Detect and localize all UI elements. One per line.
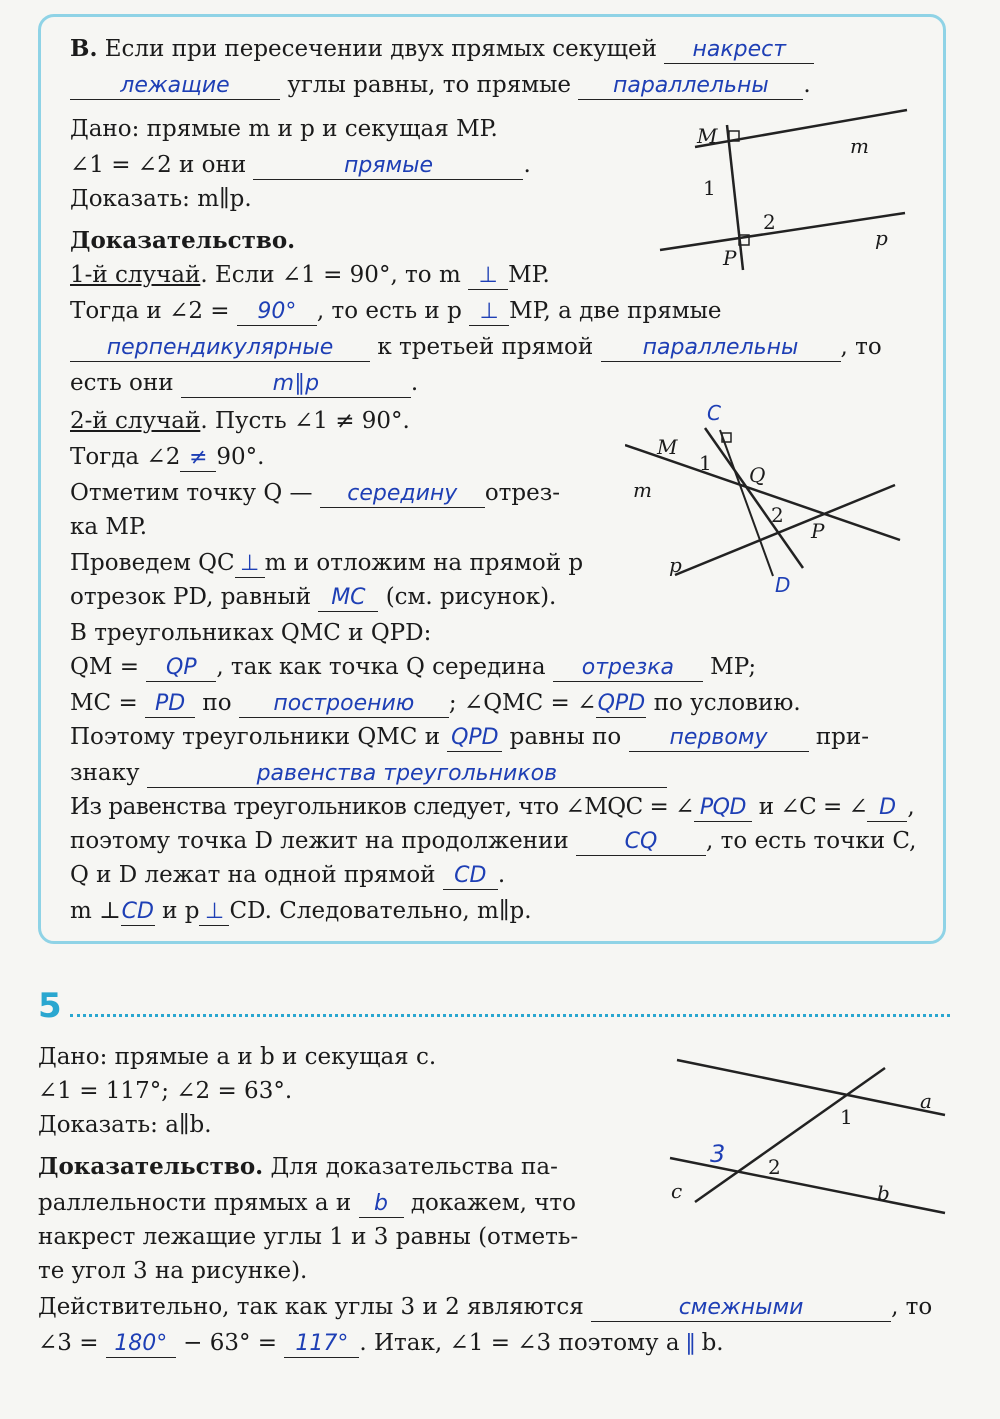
answer-field: параллельны: [578, 73, 803, 100]
label-1: 1: [703, 176, 716, 200]
figure-perpendicular-lines: [655, 95, 915, 275]
label-m: m: [633, 478, 652, 502]
answer-field: лежащие: [70, 73, 280, 100]
label-p: p: [875, 226, 888, 250]
case2-line-8: QM = QP , так как точка Q середина отрезка MP;: [70, 654, 757, 680]
task5-prove: Доказать: a∥b.: [38, 1112, 212, 1138]
answer-field: первому: [629, 725, 809, 752]
case2-line-2: Тогда ∠2 ≠ 90°.: [70, 444, 265, 470]
label-1: 1: [699, 451, 712, 475]
case1-line-3: перпендикулярные к третьей прямой параллельны , то: [70, 332, 882, 362]
label-b: b: [877, 1181, 890, 1205]
case2-line-11: знаку равенства треугольников: [70, 758, 667, 788]
prove-line: Доказать: m∥p.: [70, 186, 252, 212]
label-m: m: [850, 134, 869, 158]
label-C: C: [707, 401, 721, 425]
line-2: лежащие углы равны, то прямые параллельны .: [70, 70, 811, 100]
answer-field: CD: [443, 863, 498, 890]
answer-field: QPD: [447, 725, 502, 752]
task-number: 5: [38, 986, 62, 1026]
case2-line-5: Проведем QC ⊥ m и отложим на прямой p: [70, 550, 584, 576]
label-M: M: [657, 435, 678, 459]
label-3: 3: [710, 1140, 726, 1168]
task5-proof-1: Доказательство. Для доказательства па-: [38, 1153, 558, 1180]
label-P: P: [811, 519, 825, 543]
case2-line: 2-й случай. Пусть ∠1 ≠ 90°.: [70, 408, 410, 434]
case1-line-4: есть они m∥p .: [70, 370, 419, 396]
answer-field: ≠: [180, 445, 216, 472]
answer-field: QP: [146, 655, 216, 682]
task5-given: Дано: прямые a и b и секущая c.: [38, 1044, 437, 1070]
given-line-2: ∠1 = ∠2 и они прямые .: [70, 152, 531, 178]
case2-line-15: m ⊥CD и p ⊥ CD. Следовательно, m∥p.: [70, 898, 532, 924]
answer-field: ⊥: [469, 299, 509, 326]
label-M: M: [697, 124, 718, 148]
given-line: Дано: прямые m и p и секущая MP.: [70, 116, 498, 142]
answer-field: CQ: [576, 829, 706, 856]
case1-line-2: Тогда и ∠2 = 90° , то есть и p ⊥ MP, а две прямые: [70, 298, 722, 324]
section-label: B.: [70, 35, 98, 62]
answer-field: MC: [318, 585, 378, 612]
answer-field: равенства треугольников: [147, 761, 667, 788]
answer-field: b: [359, 1191, 404, 1218]
answer-field: ⊥: [199, 899, 229, 926]
label-D: D: [775, 573, 791, 595]
answer-field: накрест: [664, 37, 814, 64]
figure-parallel-lines: [665, 1050, 955, 1225]
task5-proof-5: Действительно, так как углы 3 и 2 являются смежными , то: [38, 1294, 933, 1320]
figure-midpoint-construction: [625, 400, 905, 595]
line-1: B. Если при пересечении двух прямых секущей накрест: [70, 34, 814, 64]
answer-field: 90°: [237, 299, 317, 326]
answer-field: PD: [145, 691, 195, 718]
case2-line-12: Из равенства треугольников следует, что ∠MQC = ∠ PQD и ∠C = ∠ D ,: [70, 794, 915, 820]
answer-field: отрезка: [553, 655, 703, 682]
label-p: p: [669, 553, 682, 577]
answer-field: ∥: [685, 1331, 697, 1356]
answer-field: ⊥: [468, 263, 508, 290]
task5-proof-4: те угол 3 на рисунке).: [38, 1258, 308, 1284]
label-P: P: [723, 246, 737, 270]
label-c: c: [671, 1179, 683, 1203]
case2-line-4: ка MP.: [70, 514, 148, 540]
task5-proof-6: ∠3 = 180° − 63° = 117° . Итак, ∠1 = ∠3 поэтому a ∥ b.: [38, 1330, 724, 1356]
task-divider: [70, 1014, 950, 1017]
case2-line-3: Отметим точку Q — середину отрез-: [70, 480, 561, 506]
answer-field: CD: [121, 899, 154, 924]
case2-line-6: отрезок PD, равный MC (см. рисунок).: [70, 584, 557, 610]
answer-field: PQD: [694, 795, 752, 822]
label-2: 2: [768, 1155, 781, 1179]
answer-field: 117°: [284, 1331, 359, 1358]
answer-field: построению: [239, 691, 449, 718]
label-a: a: [920, 1089, 932, 1113]
case2-line-14: Q и D лежат на одной прямой CD .: [70, 862, 506, 888]
answer-field: D: [867, 795, 907, 822]
answer-field: QPD: [597, 691, 646, 716]
answer-field: смежными: [591, 1295, 891, 1322]
case2-line-10: Поэтому треугольники QMC и QPD равны по первому при-: [70, 724, 869, 750]
answer-field: 180°: [106, 1331, 176, 1358]
answer-field: параллельны: [601, 335, 841, 362]
answer-field: прямые: [253, 153, 523, 180]
task5-proof-2: раллельности прямых a и b докажем, что: [38, 1190, 576, 1216]
answer-field: m∥p: [181, 371, 411, 398]
task5-proof-3: накрест лежащие углы 1 и 3 равны (отметь-: [38, 1224, 579, 1250]
label-2: 2: [771, 503, 784, 527]
answer-field: перпендикулярные: [70, 335, 370, 362]
case2-line-7: В треугольниках QMC и QPD:: [70, 620, 432, 646]
proof-title: Доказательство.: [70, 227, 296, 254]
label-2: 2: [763, 210, 776, 234]
case2-line-9: MC = PD по построению ; ∠QMC = ∠QPD по условию.: [70, 690, 801, 716]
answer-field: середину: [320, 481, 485, 508]
label-Q: Q: [749, 463, 766, 487]
case2-line-13: поэтому точка D лежит на продолжении CQ , то есть точки C,: [70, 828, 917, 854]
task5-given-2: ∠1 = 117°; ∠2 = 63°.: [38, 1078, 293, 1104]
case1-line: 1-й случай. Если ∠1 = 90°, то m ⊥ MP.: [70, 262, 550, 288]
label-1: 1: [840, 1105, 853, 1129]
answer-field: ⊥: [235, 551, 265, 578]
